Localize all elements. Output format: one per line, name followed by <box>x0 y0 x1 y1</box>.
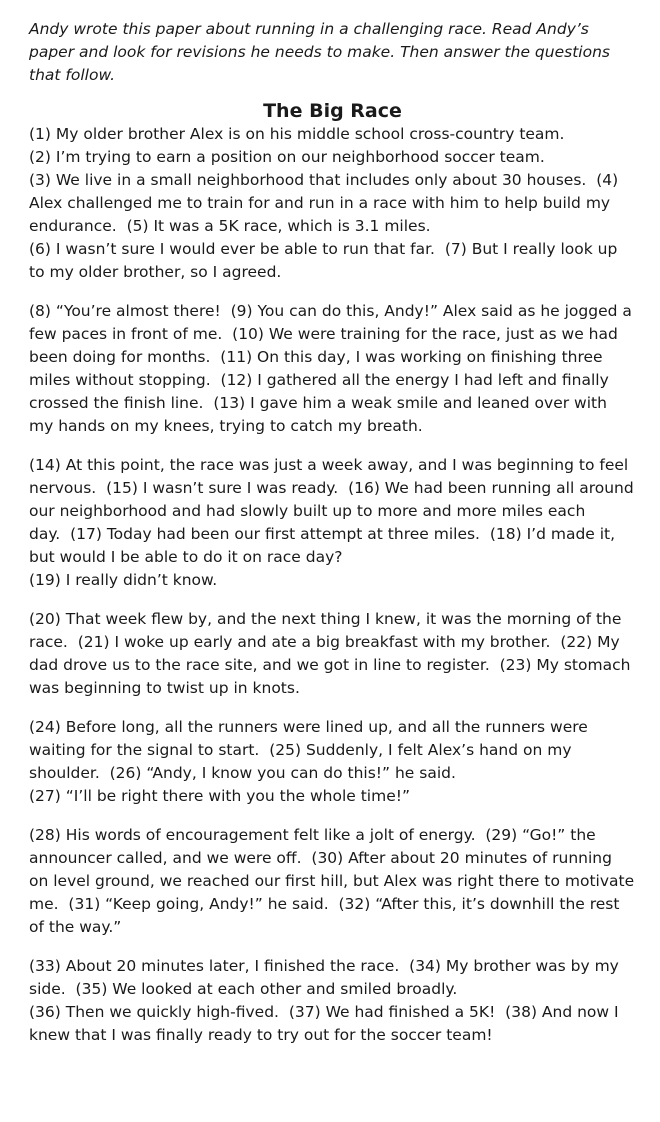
sentence: (21) I woke up early and ate a big breakfast with my brother. <box>77 633 551 651</box>
sentence: (28) His words of encouragement felt like a jolt of energy. <box>29 826 476 844</box>
sentence: (1) My older brother Alex is on his middle school cross-country team. <box>29 125 565 143</box>
sentence: (7) But I really look up to my older brother, so I agreed. <box>29 240 618 281</box>
sentence: (15) I wasn’t sure I was ready. <box>106 479 339 497</box>
sentence: (4) Alex challenged me to train for and run in a race with him to help build my endurance. <box>29 171 619 235</box>
sentence: (2) I’m trying to earn a position on our neighborhood soccer team. <box>29 148 545 166</box>
essay-title: The Big Race <box>263 100 402 122</box>
sentence: (37) We had finished a 5K! <box>288 1003 496 1021</box>
essay-body <box>29 123 636 1047</box>
sentence: (32) “After this, it’s downhill the rest of the way.” <box>29 895 620 936</box>
sentence: (30) After about 20 minutes of running on level ground, we reached our first hill, but Alex was right there to motivate me. <box>29 849 635 913</box>
instructions: Andy wrote this paper about running in a challenging race. Read Andy’s paper and look for revisions he needs to make. Then answer the questions that follow. <box>29 20 610 84</box>
sentence: (17) Today had been our first attempt at three miles. <box>70 525 480 543</box>
essay-paragraph <box>29 300 636 438</box>
sentence: (36) Then we quickly high-fived. <box>29 1003 279 1021</box>
sentence: (22) My dad drove us to the race site, and we got in line to register. <box>29 633 620 674</box>
sentence: (12) I gathered all the energy I had left and finally crossed the finish line. <box>29 371 609 412</box>
sentence: (10) We were training for the race, just as we had been doing for months. <box>29 325 618 366</box>
sentence: (24) Before long, all the runners were lined up, and all the runners were waiting for the signal to start. <box>29 718 588 759</box>
essay-paragraph <box>29 716 636 808</box>
essay-paragraph <box>29 123 636 284</box>
sentence: (38) And now I knew that I was finally ready to try out for the soccer team! <box>29 1003 619 1044</box>
essay-paragraph <box>29 608 636 700</box>
sentence: (13) I gave him a weak smile and leaned over with my hands on my knees, trying to catch my breath. <box>29 394 607 435</box>
sentence: (25) Suddenly, I felt Alex’s hand on my shoulder. <box>29 741 572 782</box>
sentence: (23) My stomach was beginning to twist up in knots. <box>29 656 631 697</box>
sentence: (14) At this point, the race was just a week away, and I was beginning to feel nervous. <box>29 456 629 497</box>
sentence: (29) “Go!” the announcer called, and we were off. <box>29 826 596 867</box>
sentence: (35) We looked at each other and smiled broadly. <box>75 980 458 998</box>
sentence: (27) “I’ll be right there with you the whole time!” <box>29 787 410 805</box>
sentence: (3) We live in a small neighborhood that includes only about 30 houses. <box>29 171 587 189</box>
essay-paragraph <box>29 454 636 592</box>
sentence: (5) It was a 5K race, which is 3.1 miles. <box>126 217 431 235</box>
sentence: (8) “You’re almost there! <box>29 302 221 320</box>
sentence: (6) I wasn’t sure I would ever be able to run that far. <box>29 240 435 258</box>
sentence: (20) That week flew by, and the next thing I knew, it was the morning of the race. <box>29 610 622 651</box>
sentence: (9) You can do this, Andy!” Alex said as he jogged a few paces in front of me. <box>29 302 632 343</box>
sentence: (16) We had been running all around our neighborhood and had slowly built up to more and more miles each day. <box>29 479 634 543</box>
sentence: (34) My brother was by my side. <box>29 957 619 998</box>
sentence: (19) I really didn’t know. <box>29 571 218 589</box>
essay-paragraph <box>29 824 636 939</box>
sentence: (33) About 20 minutes later, I finished the race. <box>29 957 400 975</box>
essay-paragraph <box>29 955 636 1047</box>
sentence: (26) “Andy, I know you can do this!” he said. <box>109 764 456 782</box>
sentence: (18) I’d made it, but would I be able to do it on race day? <box>29 525 616 566</box>
sentence: (11) On this day, I was working on finishing three miles without stopping. <box>29 348 603 389</box>
sentence: (31) “Keep going, Andy!” he said. <box>68 895 329 913</box>
